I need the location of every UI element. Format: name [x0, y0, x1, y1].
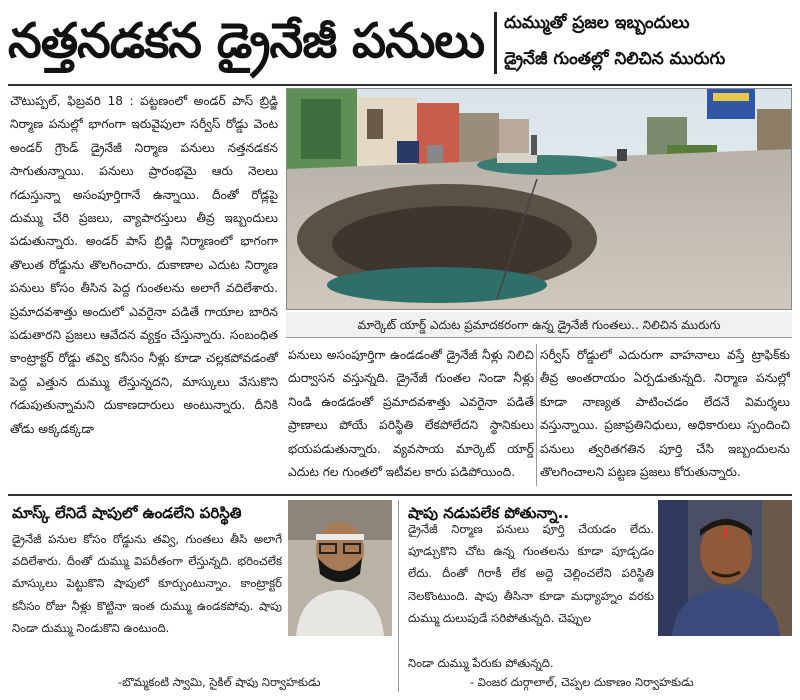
box-right-signature: - వింజర దుర్గాలాల్‌, చెప్పల దుకాణం నిర్వాహకుడు: [470, 675, 694, 689]
portrait-shop-owner-masked: [288, 500, 392, 636]
article-column-2: పనులు అసంపూర్తిగా ఉండడంతో డ్రైనేజీ నీళ్లు నిలిచి దుర్వాసన వస్తున్నది. డ్రైనేజీ గుంతల నిండా నీళ్లు నిండి ఉండడంతో ప్రమాదవశాత్తు ఎవరైనా పడితే ప్రాణాలు పోయే పరిస్థితి లేకపోలేదని స్థానికులు భయపడుతున్నారు. వ్యవసాయ మార్కెట్‌ యార్డ్‌ ఎదుట గల గుంతలో ఇటీవల కారు పడిపోయింది.: [288, 348, 534, 480]
portrait-chappal-shop-owner: [658, 500, 792, 636]
drainage-pit-photo: [286, 88, 792, 310]
column-rule: [536, 344, 537, 486]
box-right-body-end: నిండా దుమ్ము పేరుకు పోతున్నది.: [408, 656, 554, 670]
article-column-1: చౌటుప్పల్‌, ఫిబ్రవరి 18 : పట్టణంలో అండర్‌ పాస్‌ బ్రిడ్జి నిర్మాణ పనుల్లో భాగంగా ఇరువైపులా సర్వీస్‌ రోడ్డు వెంట అండర్‌ గ్రౌండ్‌ డ్రైనేజీ నిర్మాణ పనులు నత్తనడకన సాగుతున్నాయి. పనులు ప్రారంభమై ఆరు నెలలు గడుస్తున్నా అసంపూర్తిగానే ఉన్నాయి. దీంతో రోడ్లపై దుమ్ము చేరి ప్రజలు, వ్యాపారస్తులు తీవ్ర ఇబ్బందులు పడుతున్నారు. అండర్‌ పాస్‌ బ్రిడ్జి నిర్మాణంలో భాగంగా తొలుత రోడ్డును తొలగించారు. దుకాణాల ఎదుట నిర్మాణ పనులు కోసం తీసిన పెద్ద గుంతలను అలాగే వదిలేశారు. ప్రమాదవశాత్తు అందులో ఎవరైనా పడితే గాయాల బారిన పడుతారని ప్రజలు ఆవేదన వ్యక్తం చేస్తున్నారు. సంబంధిత కాంట్రాక్టర్‌ రోడ్డు తవ్వి కనీసం నీళ్లు కూడా చల్లకపోవడంతో పెద్ద ఎత్తున దుమ్ము లేస్తున్నదని, మాస్కులు వేసుకొని గడుపుతున్నామని దుకాణదారులు అంటున్నారు. దీనికి తోడు అక్కడక్కడా: [10, 94, 278, 436]
headline: నత్తనడకన డ్రైనేజీ పనులు: [8, 13, 485, 69]
subheadline-dust: దుమ్ముతో ప్రజల ఇబ్బందులు: [504, 13, 690, 33]
headline-divider: [494, 12, 497, 74]
road-scene-illustration: [287, 89, 792, 310]
person-icon: [658, 500, 792, 636]
section-rule: [8, 494, 792, 496]
person-masked-icon: [288, 500, 392, 636]
box-divider: [398, 500, 399, 692]
box-left-title: మాస్క్‌ లేనిదే షాపులో ఉండలేని పరిస్థితి: [12, 504, 242, 522]
article-column-3: సర్వీస్‌ రోడ్డులో ఎదురుగా వాహనాలు వస్తే ట్రాఫిక్‌కు తీవ్ర అంతరాయం ఏర్పడుతున్నది. నిర్మాణ పనుల్లో కూడా నాణ్యత పాటించడం లేదనే విమర్శలు వస్తున్నాయి. ప్రజాప్రతినిధులు, అధికారులు స్పందించి పనులు త్వరితగతిన పూర్తి చేసి ఇబ్బందులను తొలగించాలని పట్టణ ప్రజలు కోరుతున్నారు.: [540, 348, 790, 480]
photo-caption: మార్కెట్‌ యార్డ్‌ ఎదుట ప్రమాదకరంగా ఉన్న డ్రైనేజీ గుంతలు.. నిలిచిన మురుగు: [286, 312, 792, 338]
subheadline-sewage: డ్రైనేజీ గుంతల్లో నిలిచిన మురుగు: [504, 49, 726, 69]
header-rule: [8, 84, 792, 86]
box-right-body: డ్రైనేజీ నిర్మాణ పనులు పూర్తి చేయడం లేదు. పూడ్చుకొని చోట ఉన్న గుంతలను కూడా పూడ్చడం లేదు. దీంతో గిరాకీ లేక అద్దె చెల్లించలేని పరిస్థితి నెలకొంటుంది. షాపు తీసినా కూడా మధ్యాహ్నం వరకు దుమ్ము దులుపుడే సరిపోతున్నది. చెప్పుల: [408, 522, 654, 625]
box-left-signature: -బొమ్మకంటి స్వామి, సైకిల్‌ షాపు నిర్వాహకుడు: [118, 675, 321, 689]
box-right-title: షాపు నడుపలేక పోతున్నా..: [408, 504, 569, 522]
box-left-body: డ్రైనేజీ పనుల కోసం రోడ్డును తవ్వి, గుంతలు తీసి అలాగే వదిలేశారు. దీంతో దుమ్ము విపరీతంగా లేస్తున్నది. భరించలేక మాస్కులు పెట్టుకొని షాపులో కూర్చుంటున్నాం. కాంట్రాక్టర్‌ కనీసం రోజు నీళ్లు కొట్టినా ఇంత దుమ్ము ఉండకపోవు. షాపు నిండా దుమ్ము నిండుకొని ఉంటుంది.: [12, 532, 282, 635]
